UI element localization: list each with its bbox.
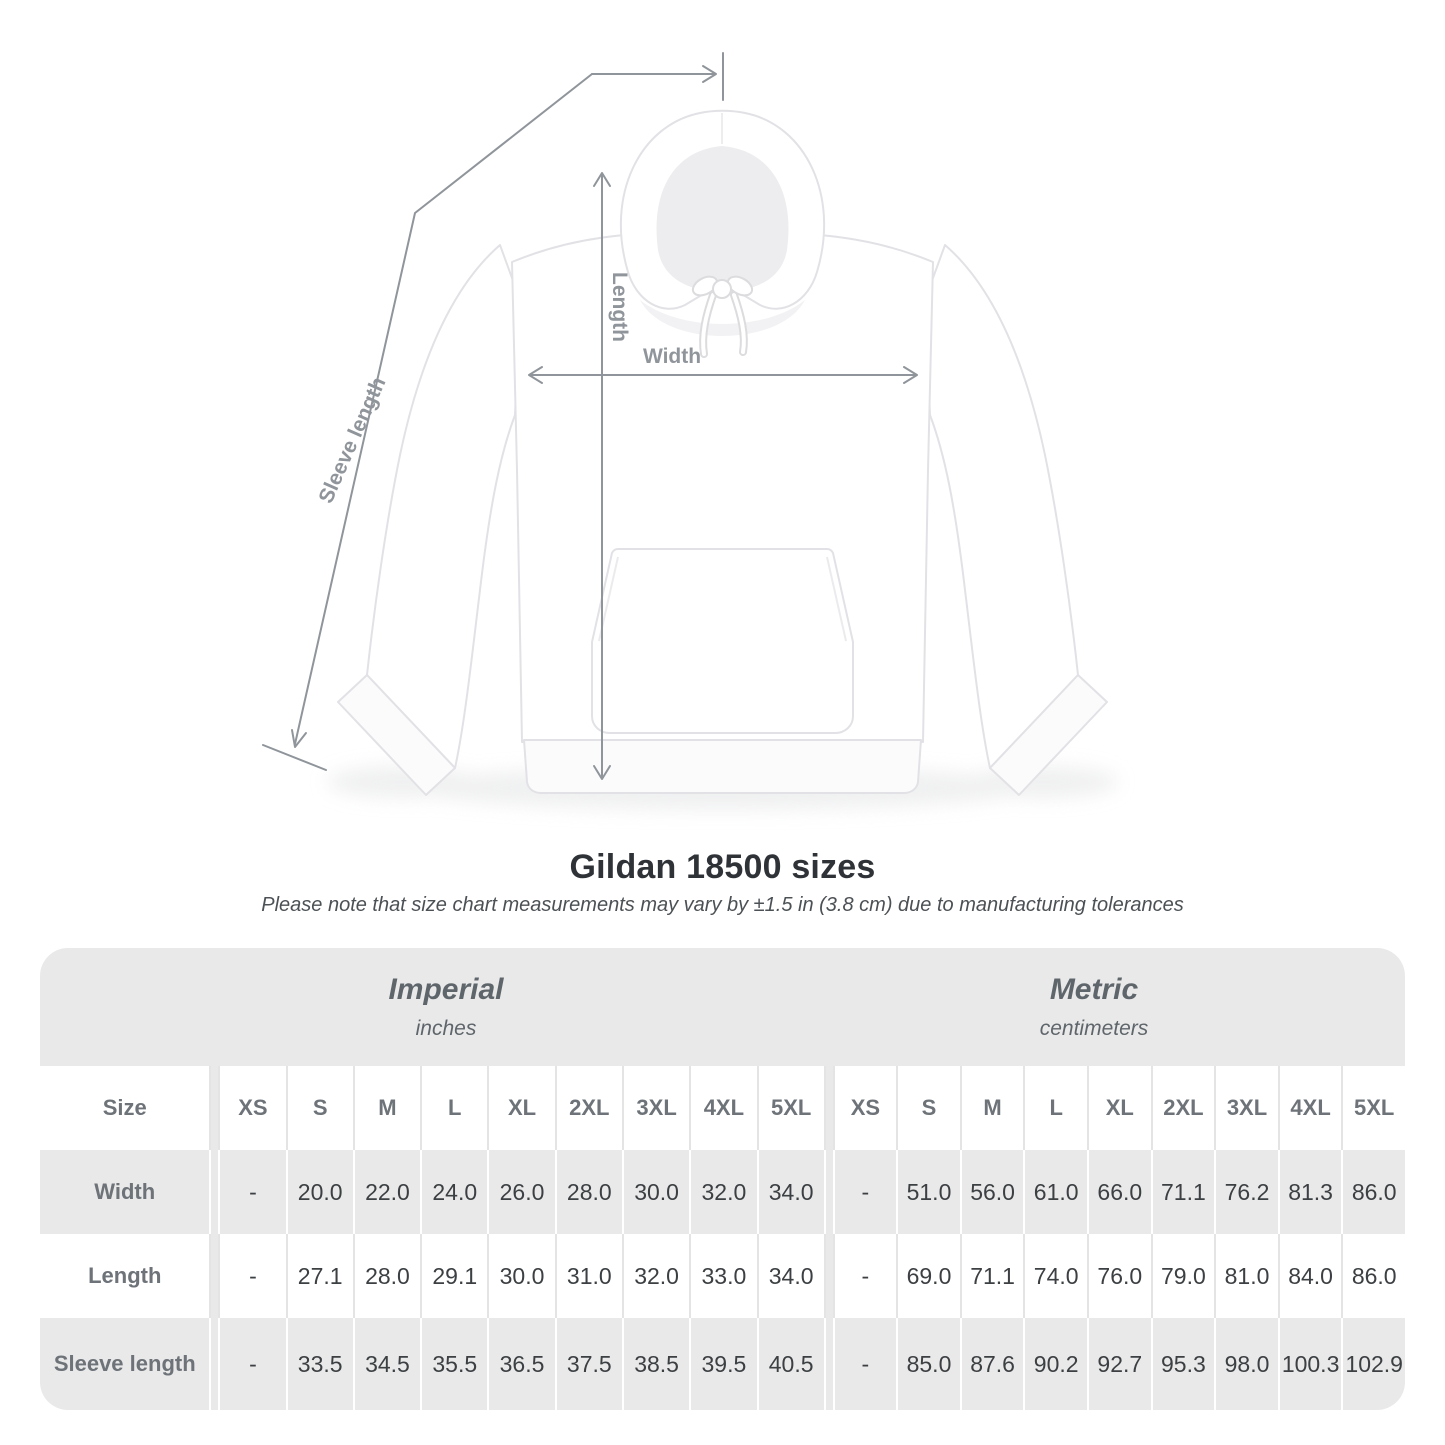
table-cell: - [835,1150,897,1234]
table-cell: 71.1 [1153,1150,1215,1234]
imperial-label: Imperial [388,973,504,1006]
table-cell: 84.0 [1280,1234,1342,1318]
table-cell: 32.0 [624,1234,689,1318]
table-cell: 79.0 [1153,1234,1215,1318]
table-cell: 56.0 [962,1150,1024,1234]
sleeve-bottom-tick [263,745,326,770]
table-cell: - [220,1234,285,1318]
table-cell: - [220,1318,285,1410]
column-divider [826,1234,833,1318]
size-col-header: 3XL [624,1066,689,1150]
table-cell: 51.0 [898,1150,960,1234]
column-divider [826,1150,833,1234]
size-col-header: 4XL [1280,1066,1342,1150]
width-measure-label: Width [642,345,702,368]
table-cell: 33.0 [691,1234,756,1318]
table-cell: 69.0 [898,1234,960,1318]
table-header-row [40,1066,1405,1150]
hoodie-garment [338,111,1107,795]
size-col-header: S [288,1066,353,1150]
table-cell: 100.3 [1280,1318,1342,1410]
table-cell: 74.0 [1025,1234,1087,1318]
table-cell: 30.0 [624,1150,689,1234]
size-col-header: XL [1089,1066,1151,1150]
table-cell: 76.2 [1216,1150,1278,1234]
size-col-header: 5XL [759,1066,824,1150]
size-col-header: XL [489,1066,554,1150]
size-col-header: L [1025,1066,1087,1150]
row-label: Sleeve length [40,1318,209,1410]
table-cell: 81.0 [1216,1234,1278,1318]
table-cell: - [220,1150,285,1234]
table-cell: 34.0 [759,1234,824,1318]
table-cell: 22.0 [355,1150,420,1234]
table-cell: 36.5 [489,1318,554,1410]
table-cell: 35.5 [422,1318,487,1410]
table-cell: 39.5 [691,1318,756,1410]
tolerance-note: Please note that size chart measurements may vary by ±1.5 in (3.8 cm) due to manufacturing tolerances [261,894,1184,916]
size-col-header: M [355,1066,420,1150]
table-cell: 86.0 [1343,1150,1405,1234]
page-title: Gildan 18500 sizes [569,848,876,886]
column-divider [211,1066,218,1150]
table-cell: 40.5 [759,1318,824,1410]
table-row-sleeve-length [40,1318,1405,1410]
table-cell: 34.0 [759,1150,824,1234]
table-cell: 92.7 [1089,1318,1151,1410]
table-cell: 102.9 [1343,1318,1405,1410]
table-cell: 30.0 [489,1234,554,1318]
column-divider [826,1066,833,1150]
column-divider [211,1150,218,1234]
table-cell: 20.0 [288,1150,353,1234]
table-cell: 34.5 [355,1318,420,1410]
table-cell: 61.0 [1025,1150,1087,1234]
table-cell: 98.0 [1216,1318,1278,1410]
table-cell: 27.1 [288,1234,353,1318]
size-header-cell: Size [40,1066,209,1150]
size-col-header: 4XL [691,1066,756,1150]
row-label: Width [40,1150,209,1234]
column-divider [211,1234,218,1318]
size-col-header: 5XL [1343,1066,1405,1150]
table-cell: 33.5 [288,1318,353,1410]
sleeve-length-measure-label: Sleeve length [314,373,391,507]
column-divider [211,1318,218,1410]
size-col-header: M [962,1066,1024,1150]
table-cell: 24.0 [422,1150,487,1234]
table-cell: 32.0 [691,1150,756,1234]
size-col-header: XS [835,1066,897,1150]
table-cell: - [835,1318,897,1410]
metric-unit: centimeters [1039,1017,1149,1040]
arrow-down-icon [292,730,306,747]
metric-label: Metric [1049,973,1139,1006]
size-col-header: 2XL [557,1066,622,1150]
size-col-header: XS [220,1066,285,1150]
table-cell: 28.0 [557,1150,622,1234]
size-col-header: L [422,1066,487,1150]
table-cell: 85.0 [898,1318,960,1410]
row-label: Length [40,1234,209,1318]
table-cell: 66.0 [1089,1150,1151,1234]
size-col-header: 3XL [1216,1066,1278,1150]
table-cell: 81.3 [1280,1150,1342,1234]
table-cell: 37.5 [557,1318,622,1410]
table-cell: 28.0 [355,1234,420,1318]
table-cell: 76.0 [1089,1234,1151,1318]
table-row-width [40,1150,1405,1234]
size-col-header: 2XL [1153,1066,1215,1150]
table-cell: 31.0 [557,1234,622,1318]
table-cell: 86.0 [1343,1234,1405,1318]
metric-group-header [784,948,1404,1066]
table-cell: 90.2 [1025,1318,1087,1410]
column-divider [826,1318,833,1410]
imperial-unit: inches [415,1017,477,1040]
table-cell: 26.0 [489,1150,554,1234]
table-cell: 29.1 [422,1234,487,1318]
table-cell: 87.6 [962,1318,1024,1410]
table-cell: 38.5 [624,1318,689,1410]
size-col-header: S [898,1066,960,1150]
length-measure-label: Length [608,272,631,342]
table-row-length [40,1234,1405,1318]
unit-group-band [40,948,1405,1066]
size-table [40,948,1405,1410]
table-cell: 95.3 [1153,1318,1215,1410]
imperial-group-header [40,948,852,1066]
table-cell: 71.1 [962,1234,1024,1318]
table-cell: - [835,1234,897,1318]
